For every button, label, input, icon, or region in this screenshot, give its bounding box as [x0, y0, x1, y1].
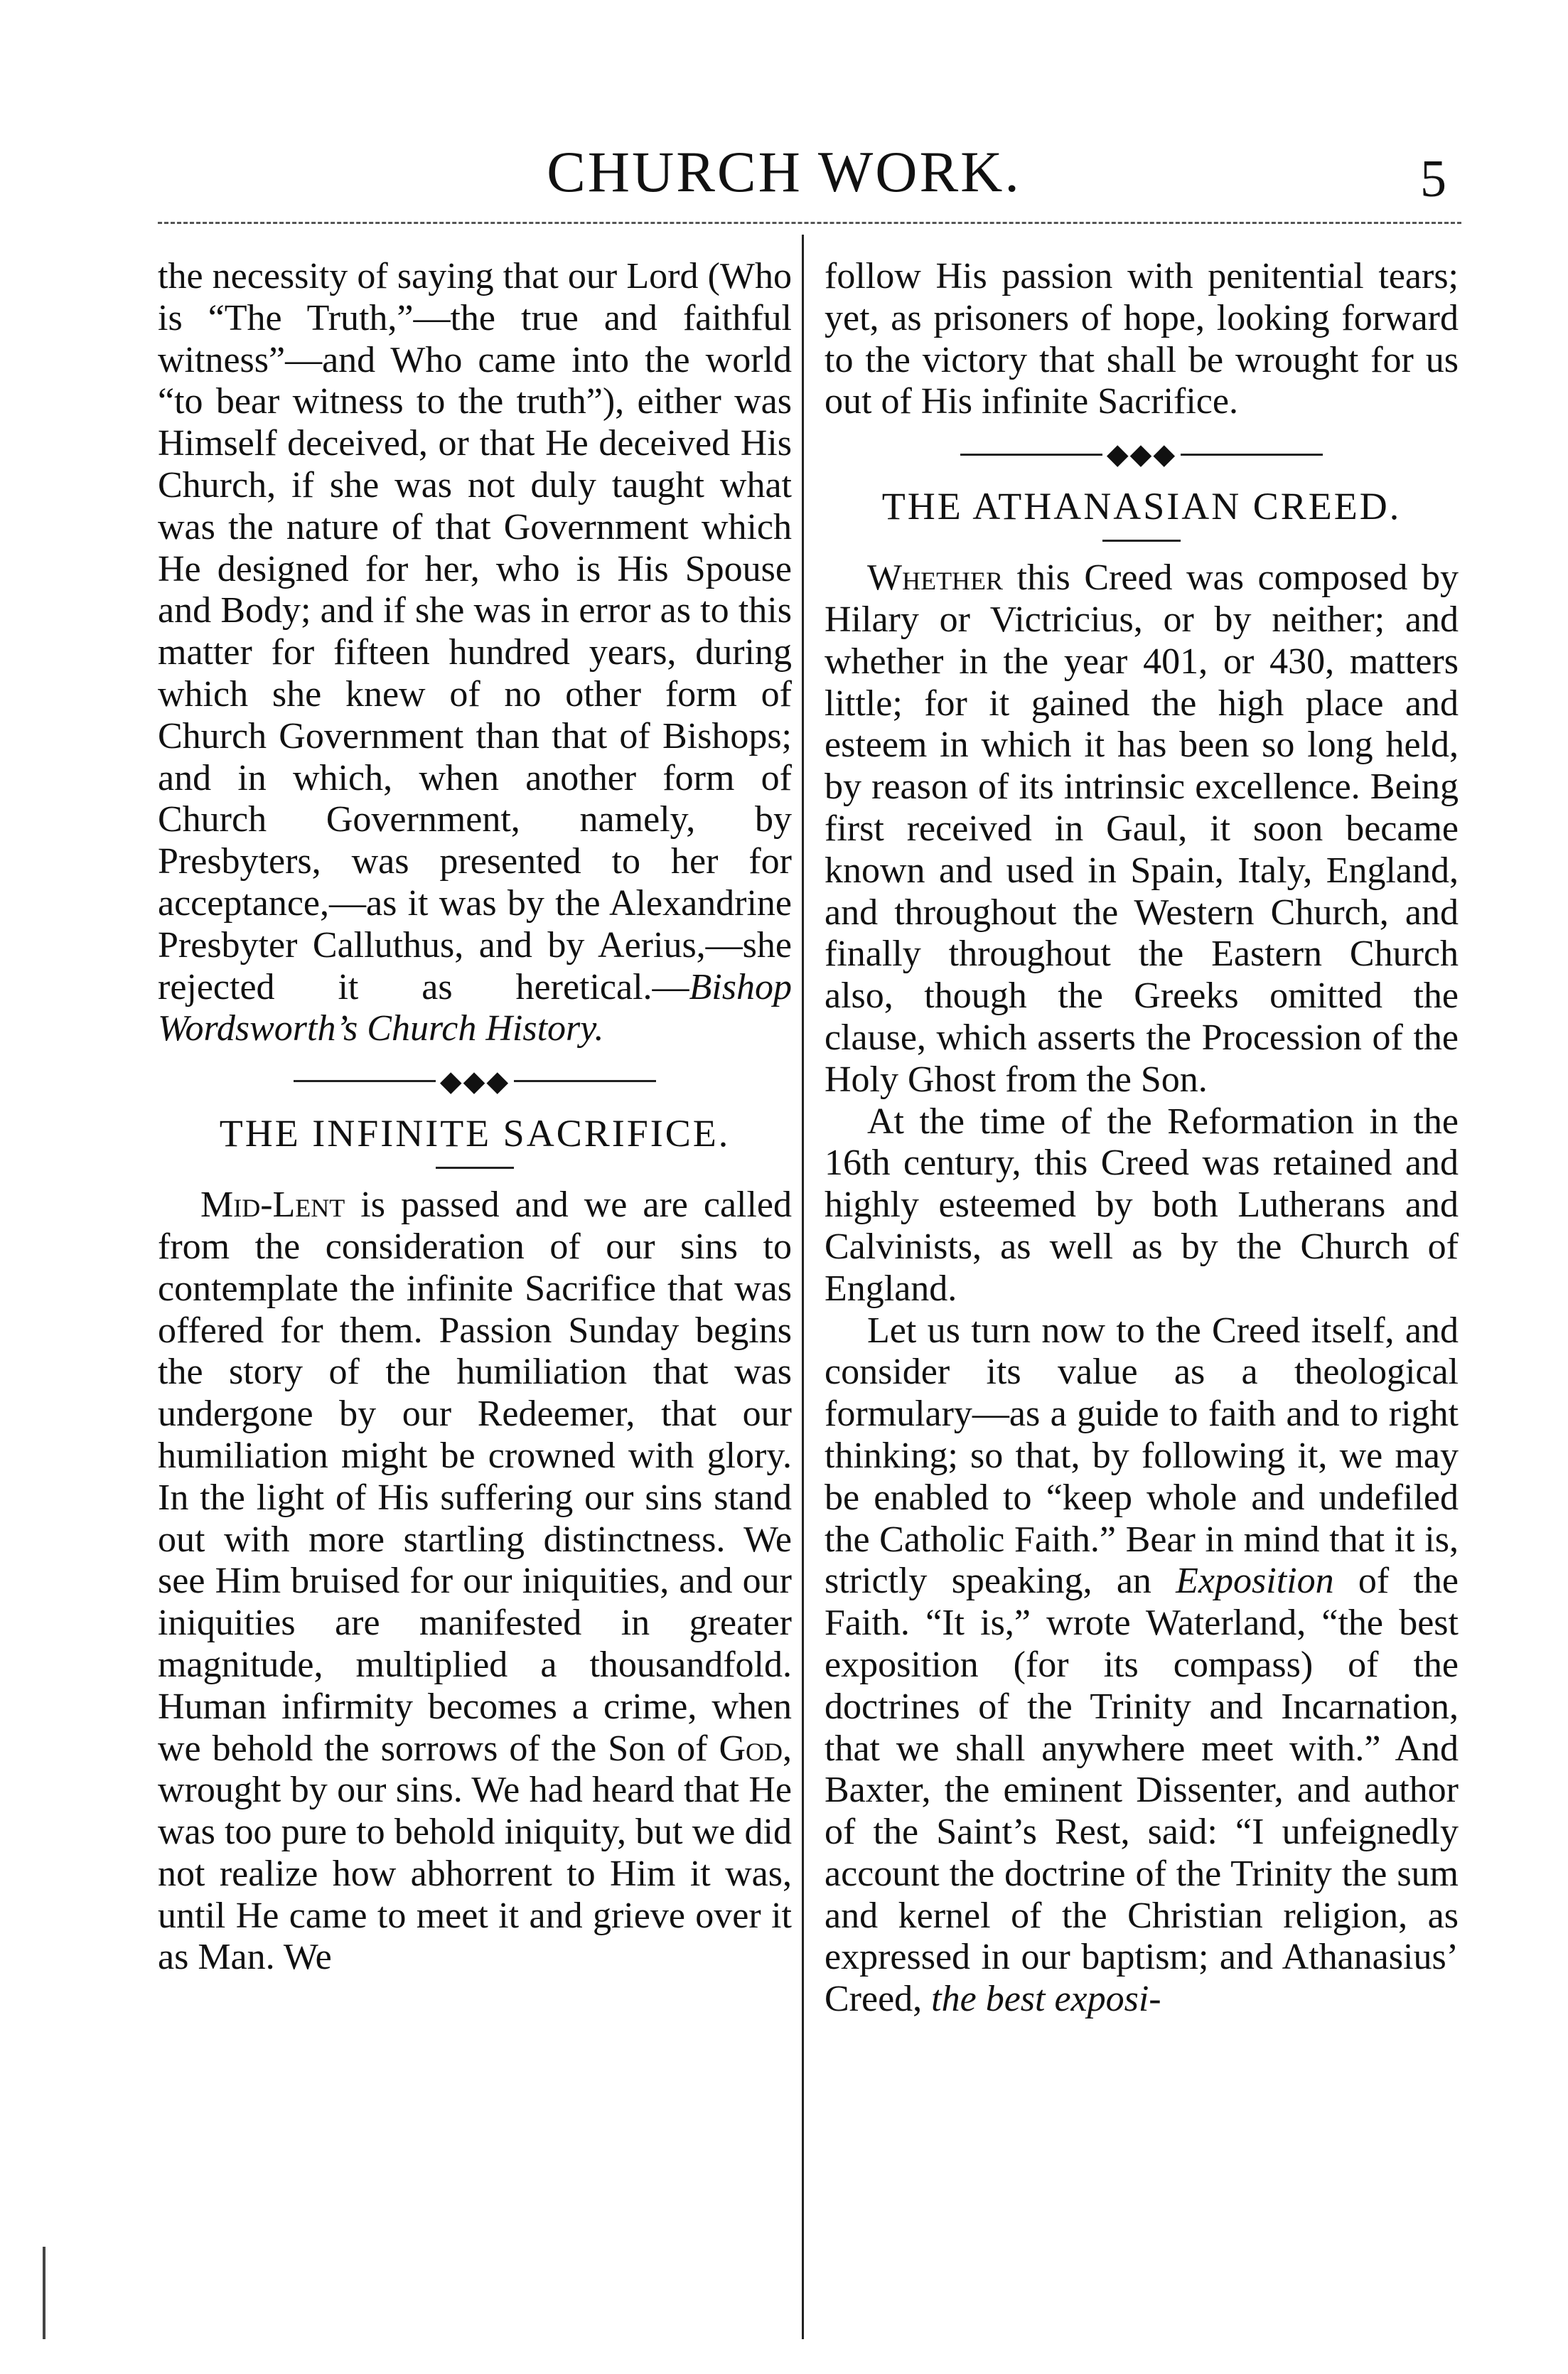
ornament-line-right — [1181, 454, 1323, 456]
section-ornament — [825, 423, 1459, 480]
right-column — [825, 256, 1459, 2021]
ornament-line-right — [514, 1080, 656, 1082]
column-divider — [802, 235, 804, 2339]
paragraph-text-end: , wrought by our sins. We had heard that He was too pure to behold iniquity, but we did not realize how abhorrent to Him it was, until He came to meet it and grieve over it as Man. We — [158, 1728, 792, 1978]
heading-rule — [1102, 540, 1181, 542]
paragraph-text: Let us turn now to the Creed itself, and consider its value as a theological formulary—as a guide to faith and to right thinking; so that, by following it, we may be enabled to “keep whole and undefiled the Catholic Faith.” Bear in mind that it is, strictly speaking, an — [825, 1310, 1459, 1602]
section-ornament — [158, 1050, 792, 1107]
paragraph-text-mid: of the Faith. “It is,” wrote Waterland, “the best exposition (for its compass) of the doctrines of the Trinity and Incarnation, that we shall anywhere meet with.” And Baxter, the eminent Dissenter, and author of the Saint’s Rest, said: “I unfeignedly account the doctrine of the Trinity the sum and kernel of the Christian religion, as expressed in our baptism; and Athanasius’ Creed, — [825, 1561, 1459, 2020]
paragraph-text: is passed and we are called from the consideration of our sins to contemplate the infinite Sacrifice that was offered for them. Passion Sunday begins the story of the humiliation that was undergone by our Redeemer, that our humiliation might be crowned with glory. In the light of His suffering our sins stand out with more startling distinctness. We see Him bruised for our iniquities, and our iniquities are manifested in greater magnitude, multiplied a thousandfold. Human infirmity becomes a crime, when we behold the sorrows of the Son of — [158, 1185, 792, 1769]
creed-paragraph-2: At the time of the Reformation in the 16th century, this Creed was retained and highly esteemed by both Lutherans and Calvinists, as well as by the Church of England. — [825, 1101, 1459, 1309]
page-number: 5 — [1420, 150, 1446, 208]
ornament-icon: ◆◆◆ — [1106, 438, 1177, 470]
header-rule — [158, 222, 1461, 224]
ornament-line-left — [960, 454, 1102, 456]
left-column — [158, 256, 792, 1979]
heading-rule — [436, 1167, 514, 1169]
right-continuation-paragraph: follow His passion with penitential tears; yet, as prisoners of hope, looking forward to the victory that shall be wrought for us out of His infinite Sacrifice. — [825, 256, 1459, 422]
lead-in-words: Whether — [867, 557, 1004, 599]
section-heading-infinite-sacrifice: THE INFINITE SACRIFICE. — [219, 1112, 731, 1155]
small-caps-word: God — [719, 1728, 783, 1769]
ornament-icon: ◆◆◆ — [439, 1064, 510, 1097]
italic-word: Exposition — [1176, 1561, 1334, 1602]
left-opening-paragraph — [158, 256, 792, 1050]
paragraph-text: this Creed was composed by Hilary or Victricius, or by neither; and whether in the year 401, or 430, matters little; for it gained the high place and esteem in which it has been so long held, by reason of its intrinsic excellence. Being first received in Gaul, it soon became known and used in Spain, Italy, England, and throughout the Western Church, and finally throughout the Eastern Church also, though the Greeks omitted the clause, which asserts the Procession of the Holy Ghost from the Son. — [825, 557, 1459, 1100]
ornament-line-left — [294, 1080, 436, 1082]
opening-text: the necessity of saying that our Lord (Who is “The Truth,”—the true and faithful witness”—and Who came into the world “to bear witness to the truth”), either was Himself deceived, or that He deceived His Church, if she was not duly taught what was the nature of that Government which He designed for her, who is His Spouse and Body; and if she was in error as to this matter for fifteen hundred years, during which she knew of no other form of Church Government than that of Bishops; and in which, when another form of Church Government, namely, by Presbyters, was presented to her for acceptance,—as it was by the Alexandrine Presbyter Calluthus, and by Aerius,—she rejected it as heretical.— — [158, 256, 792, 1007]
section-heading-athanasian-creed: THE ATHANASIAN CREED. — [881, 485, 1402, 528]
creed-paragraph-1 — [825, 557, 1459, 1101]
citation: Bishop Wordsworth’s Church History. — [158, 966, 792, 1049]
infinite-sacrifice-paragraph — [158, 1185, 792, 1979]
margin-mark — [43, 2247, 45, 2339]
running-title: CHURCH WORK. — [547, 139, 1021, 204]
italic-ending: the best exposi- — [931, 1979, 1161, 2020]
creed-paragraph-3 — [825, 1310, 1459, 2021]
lead-in-words: Mid-Lent — [200, 1185, 345, 1226]
